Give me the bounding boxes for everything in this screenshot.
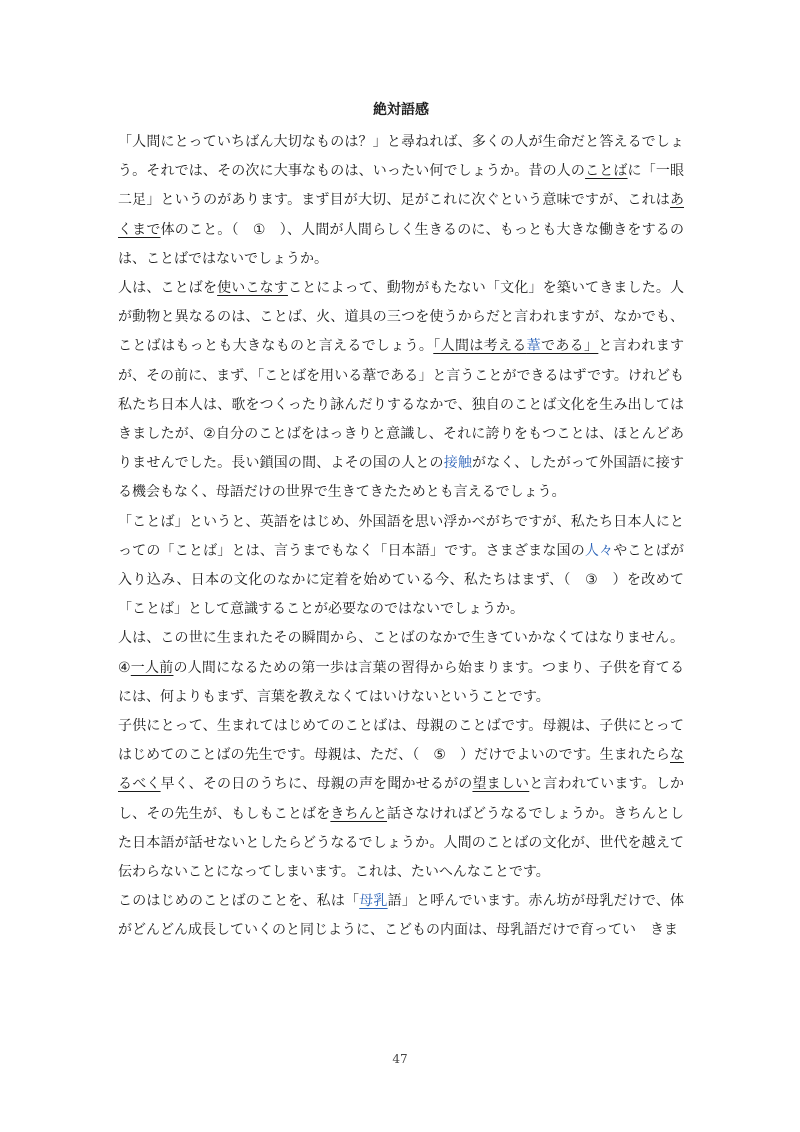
text-run: である」: [540, 338, 599, 355]
paragraph-4: [118, 624, 684, 712]
page-number: 47: [392, 1052, 408, 1066]
underlined-word: あくまで: [118, 192, 684, 238]
text-run: このはじめのことばのことを、私は「: [118, 893, 360, 910]
underlined-quote: [433, 338, 598, 354]
text-run: 子供にとって、生まれてはじめてのことばは、母親のことばです。母親は、子供にとってはじめてのことばの先生です。母親は、ただ、（ ⑤ ）だけでよいのです。生まれたら: [118, 718, 684, 764]
text-run: 早く、その日のうちに、母親の声を聞かせるがの: [160, 776, 473, 793]
underlined-word: 一人前: [130, 659, 174, 676]
underlined-word: なるべく: [118, 747, 684, 793]
text-run: 体のこと。（ ① ）、人間が人間らしく生きるのに、もっとも大きな働きをするのは、ことばではないでしょうか。: [118, 221, 684, 267]
underlined-word: 使いこなす: [217, 280, 288, 297]
text-run: と言われますが、その前に、まず、「ことばを用いる葦である」と言うことができるはずです。けれども私たち日本人は、歌をつくったり詠んだりするなかで、独自のことば文化を生み出してはきましたが、②自分のことばをはっきりと意識し、それに誇りをもつことは、ほとんどありませんでした。長い鎖国の間、よその国の人との: [118, 338, 685, 472]
highlighted-word: 人々: [584, 542, 614, 559]
text-run: ことによって、動物がもたない「文化」を築いてきました。人が動物と異なるのは、ことば、火、道具の三つを使うからだと言われますが、なかでも、ことばはもっとも大きなものと言えるでしょう。: [118, 280, 685, 355]
paragraph-3: [118, 508, 684, 625]
paragraph-1: [118, 128, 684, 274]
text-run: の人間になるための第一歩は言葉の習得から始まります。つまり、子供を育てるには、何よりもまず、言葉を教えなくてはいけないということです。: [118, 659, 685, 705]
document-title: 絶対語感: [373, 102, 429, 118]
text-run: 「ことば」というと、英語をはじめ、外国語を思い浮かべがちですが、私たち日本人にとっての「ことば」とは、言うまでもなく「日本語」です。さまざまな国の: [118, 513, 684, 559]
underlined-word: ことば: [585, 163, 628, 180]
text-run: 語」と呼んでいます。赤ん坊が母乳だけで、体がどんどん成長していくのと同じように、こどもの内面は、母乳語だけで育ってい きま: [118, 893, 685, 939]
text-run: 「人間は考える: [433, 338, 527, 355]
highlighted-word: 母乳: [359, 893, 388, 910]
text-run: に「一眼二足」というのがあります。まず目が大切、足がこれに次ぐという意味ですが、これは: [118, 163, 685, 209]
highlighted-word: 接触: [443, 455, 473, 472]
paragraph-6: [118, 887, 684, 945]
text-run: 人は、この世に生まれたその瞬間から、ことばのなかで生きていかなくてはなりません。④: [118, 630, 684, 676]
text-run: 話さなければどうなるでしょうか。きちんとした日本語が話せないとしたらどうなるでしょうか。人間のことばの文化が、世代を越えて伝わらないことになってしまいます。これは、たいへんなことです。: [118, 805, 685, 881]
text-run: と言われています。しかし、その先生が、もしもことばを: [118, 776, 685, 822]
paragraph-2: [118, 274, 684, 508]
text-run: やことばが入り込み、日本の文化のなかに定着を始めている今、私たちはまず、（ ③ ）を改めて「ことば」として意識することが必要なのではないでしょうか。: [118, 542, 685, 618]
highlighted-word: 葦: [526, 338, 541, 355]
underlined-word: 望ましい: [472, 776, 530, 793]
document-body: [118, 128, 684, 946]
underlined-word: きちんと: [330, 805, 388, 822]
text-run: 人は、ことばを: [118, 280, 218, 297]
text-run: がなく、したがって外国語に接する機会もなく、母語だけの世界で生きてきたためとも言えるでしょう。: [118, 455, 684, 501]
paragraph-5: [118, 712, 684, 887]
text-run: 「人間にとっていちばん大切なものは？」と尋ねれば、多くの人が生命だと答えるでしょう。それでは、その次に大事なものは、いったい何でしょうか。昔の人の: [118, 134, 684, 180]
